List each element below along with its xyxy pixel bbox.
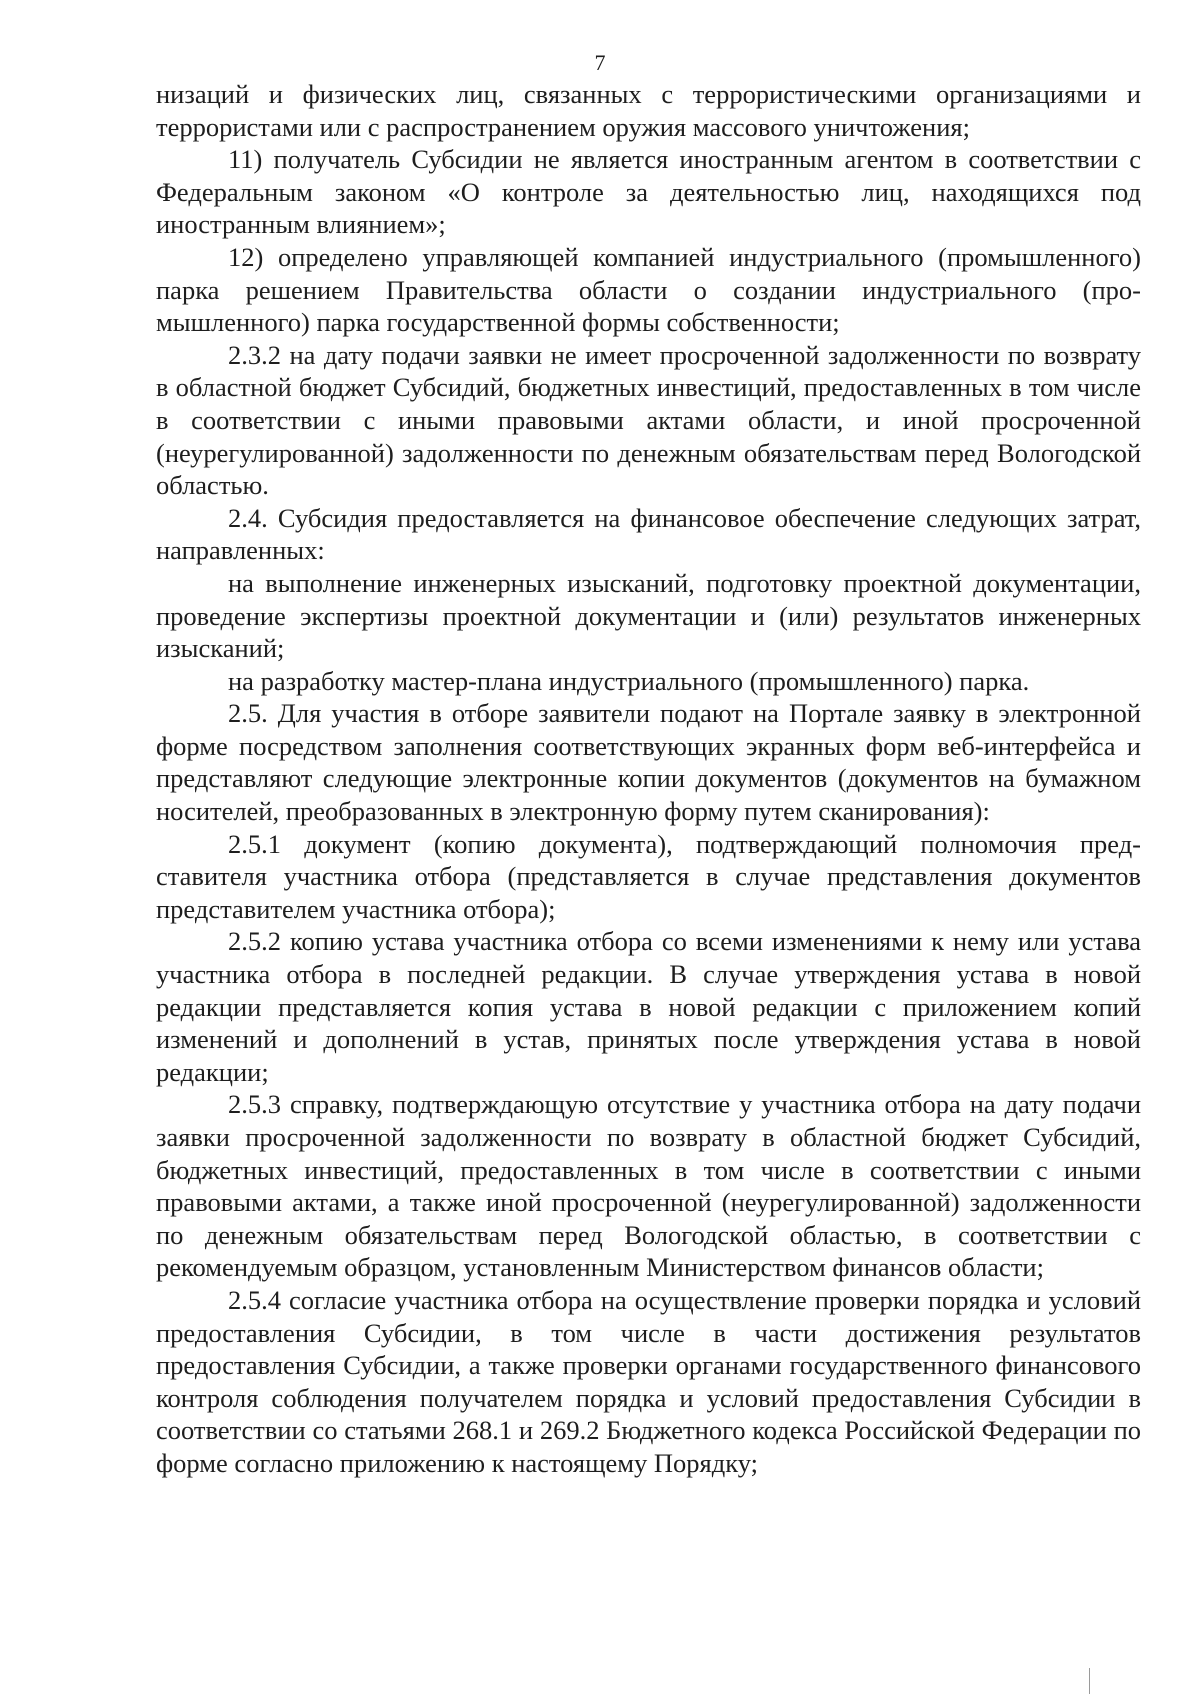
- paragraph-engineering-surveys: на выполнение инженерных изысканий, подготовку проектной документации, проведение экспертизы проектной документации и (или) результатов инженерных изысканий;: [156, 567, 1141, 664]
- paragraph-2-5-2: 2.5.2 копию устава участника отбора со всеми изменениями к нему или устава участника отбора в последней редакции. В случае утверждения устава в новой редакции представляется копия устава в новой редакции с приложением копий изменений и дополнений в устав, принятых после утверждения устава в новой редакции;: [156, 926, 1141, 1087]
- scan-edge-mark: [1089, 1668, 1090, 1694]
- paragraph-2-5-1: 2.5.1 документ (копию документа), подтверждающий полномочия представителя участника отбора (представляется в случае представления документов представителем участника отбора);: [156, 828, 1141, 924]
- paragraph-2-4: 2.4. Субсидия предоставляется на финансовое обеспечение следующих затрат, направленных:: [156, 502, 1141, 566]
- paragraph-2-3-2: 2.3.2 на дату подачи заявки не имеет просроченной задолженности по возврату в областной бюджет Субсидий, бюджетных инвестиций, предоставленных в том числе в соответствии с иными правовыми актами области, и иной просроченной (неурегулированной) задолженности по денежным обязательствам перед Вологодской областью.: [156, 339, 1141, 501]
- paragraph-master-plan: на разработку мастер-плана индустриального (промышленного) парка.: [228, 665, 1030, 696]
- paragraph-item-11: 11) получатель Субсидии не является иностранным агентом в соответствии с Федеральным законом «О контроле за деятельностью лиц, находящихся под иностранным влиянием»;: [156, 144, 1141, 240]
- paragraph-2-5-4: 2.5.4 согласие участника отбора на осуществление проверки порядка и условий предоставления Субсидии, в том числе в части достижения результатов предоставления Субсидии, а также проверки органами государственного финансового контроля соблюдения получателем порядка и условий предоставления Субсидии в соответствии со статьями 268.1 и 269.2 Бюджетного кодекса Российской Федерации по форме согласно приложению к настоящему Порядку;: [156, 1284, 1141, 1478]
- paragraph-item-12: 12) определено управляющей компанией индустриального (промышленного) парка решением Правительства области о создании индустриального (промышленного) парка государственной формы собственности;: [156, 241, 1141, 338]
- paragraph-2-5: 2.5. Для участия в отборе заявители подают на Портале заявку в электронной форме посредством заполнения соответствующих экранных форм веб-интерфейса и представляют следующие электронные копии документов (документов на бумажном носителей, преобразованных в электронную форму путем сканирования):: [156, 698, 1141, 827]
- paragraph-2-5-3: 2.5.3 справку, подтверждающую отсутствие у участника отбора на дату подачи заявки просроченной задолженности по возврату в областной бюджет Субсидий, бюджетных инвестиций, предоставленных в том числе в соответствии с иными правовыми актами, а также иной просроченной (неурегулированной) задолженности по денежным обязательствам перед Вологодской областью, в соответствии с рекомендуемым образцом, установленным Министерством финансов области;: [156, 1089, 1141, 1283]
- paragraph-continuation: низаций и физических лиц, связанных с террористическими организациями и террористами или с распространением оружия массового уничтожения;: [156, 79, 1141, 142]
- document-body: [156, 78, 1141, 1480]
- page-number: 7: [594, 50, 606, 75]
